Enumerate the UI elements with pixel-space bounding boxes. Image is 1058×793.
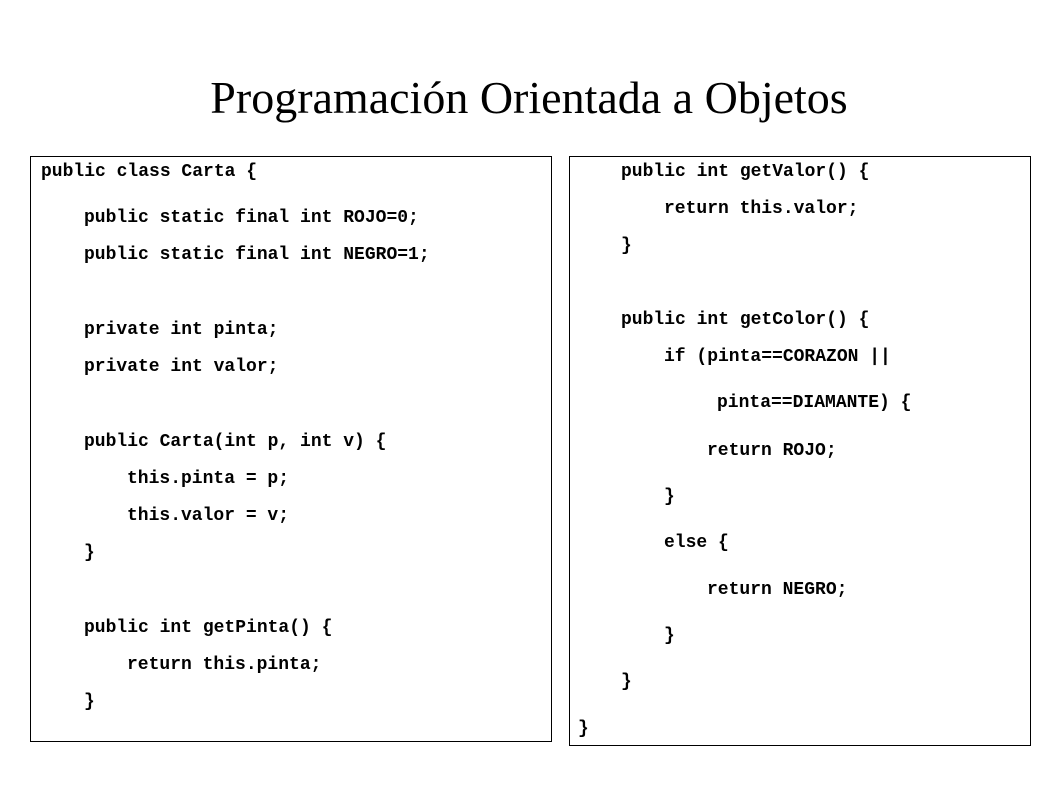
code-line: } (84, 543, 95, 563)
code-line: } (578, 719, 589, 739)
code-line: if (pinta==CORAZON || (664, 347, 891, 367)
code-line: return ROJO; (707, 441, 837, 461)
code-line: pinta==DIAMANTE) { (717, 393, 912, 413)
code-line: } (84, 692, 95, 712)
code-line: public int getValor() { (621, 162, 870, 182)
code-line: } (621, 236, 632, 256)
code-line: this.pinta = p; (127, 469, 290, 489)
code-line: return NEGRO; (707, 580, 848, 600)
code-line: private int valor; (84, 357, 279, 377)
code-line: } (664, 487, 675, 507)
code-line: public int getColor() { (621, 310, 870, 330)
code-line: public Carta(int p, int v) { (84, 432, 387, 452)
code-line: } (621, 672, 632, 692)
code-line: this.valor = v; (127, 506, 290, 526)
code-line: return this.pinta; (127, 655, 322, 675)
code-line: public static final int NEGRO=1; (84, 245, 430, 265)
code-panel-left (30, 156, 552, 742)
code-line: return this.valor; (664, 199, 859, 219)
slide-title: Programación Orientada a Objetos (210, 72, 848, 123)
code-line: else { (664, 533, 729, 553)
code-panel-right (569, 156, 1031, 746)
code-line: } (664, 626, 675, 646)
code-line: private int pinta; (84, 320, 279, 340)
code-line: public int getPinta() { (84, 618, 333, 638)
code-line: public class Carta { (41, 162, 258, 182)
code-line: public static final int ROJO=0; (84, 208, 419, 228)
